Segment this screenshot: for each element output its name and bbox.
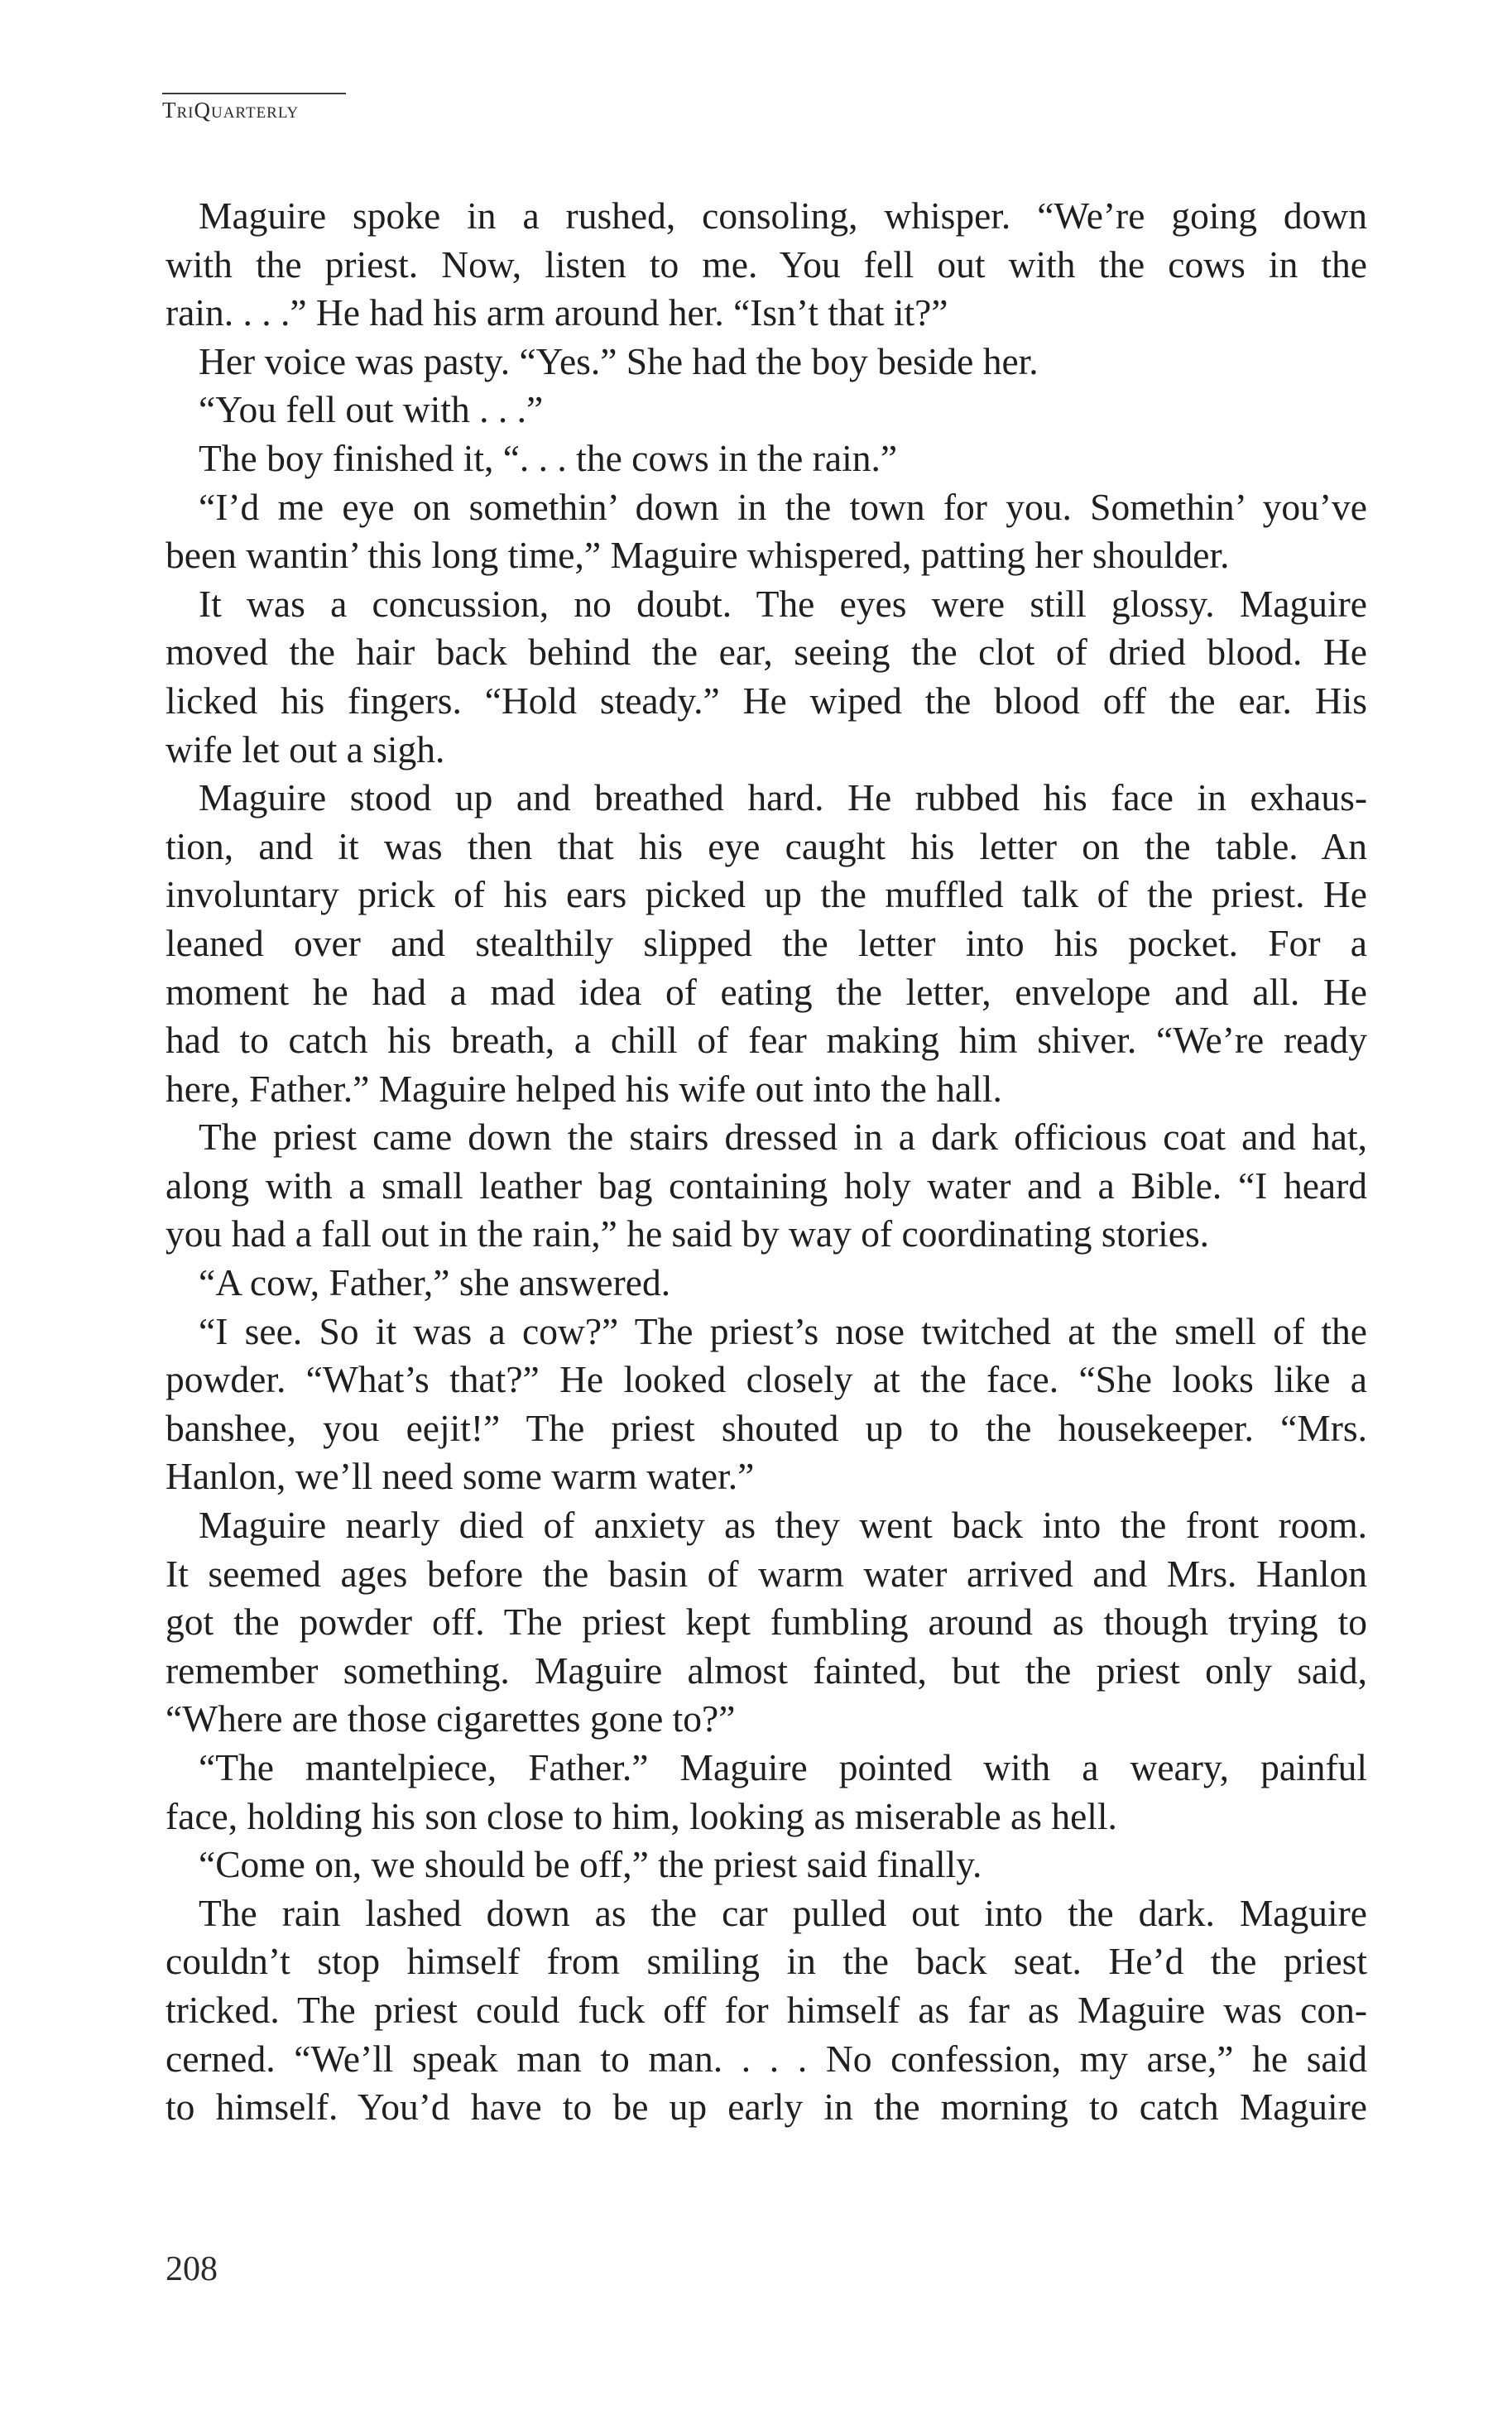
text-line: cerned. “We’ll speak man to man. . . . No confession, my arse,” he said (166, 2037, 1367, 2080)
text-line: “I’d me eye on somethin’ down in the town for you. Somethin’ you’ve (199, 485, 1367, 528)
text-line: The rain lashed down as the car pulled out into the dark. Maguire (199, 1891, 1367, 1934)
text-line: got the powder off. The priest kept fumbling around as though trying to (166, 1601, 1367, 1644)
text-line: licked his fingers. “Hold steady.” He wiped the blood off the ear. His (166, 679, 1367, 722)
text-line: involuntary prick of his ears picked up the muffled talk of the priest. He (166, 873, 1367, 916)
text-line: “Where are those cigarettes gone to?” (166, 1697, 736, 1740)
text-line: remember something. Maguire almost fainted, but the priest only said, (166, 1649, 1367, 1692)
text-line: powder. “What’s that?” He looked closely at the face. “She looks like a (166, 1358, 1367, 1401)
text-line: Her voice was pasty. “Yes.” She had the boy beside her. (199, 339, 1039, 382)
text-line: face, holding his son close to him, looking as miserable as hell. (166, 1794, 1117, 1837)
text-line: “Come on, we should be off,” the priest said finally. (199, 1843, 982, 1886)
text-line: along with a small leather bag containing holy water and a Bible. “I heard (166, 1164, 1367, 1207)
text-line: “You fell out with . . .” (199, 388, 544, 431)
text-line: tion, and it was then that his eye caught his letter on the table. An (166, 824, 1367, 867)
text-line: Maguire spoke in a rushed, consoling, whisper. “We’re going down (199, 194, 1367, 237)
running-head: TriQuarterly (162, 98, 300, 122)
text-line: here, Father.” Maguire helped his wife out into the hall. (166, 1067, 1002, 1110)
text-line: Maguire nearly died of anxiety as they went back into the front room. (199, 1504, 1367, 1547)
text-line: Maguire stood up and breathed hard. He rubbed his face in exhaus- (199, 776, 1367, 819)
text-line: couldn’t stop himself from smiling in the back seat. He’d the priest (166, 1940, 1367, 1983)
text-line: The priest came down the stairs dressed in a dark officious coat and hat, (199, 1116, 1367, 1159)
page-number: 208 (166, 2250, 218, 2288)
body-text (166, 192, 1367, 2132)
text-line: had to catch his breath, a chill of fear making him shiver. “We’re ready (166, 1019, 1367, 1062)
text-line: to himself. You’d have to be up early in the morning to catch Maguire (166, 2086, 1367, 2129)
text-line: “I see. So it was a cow?” The priest’s nose twitched at the smell of the (199, 1309, 1367, 1352)
text-line: you had a fall out in the rain,” he said by way of coordinating stories. (166, 1212, 1210, 1255)
text-line: been wantin’ this long time,” Maguire whispered, patting her shoulder. (166, 534, 1230, 577)
text-line: It was a concussion, no doubt. The eyes were still glossy. Maguire (199, 582, 1367, 625)
text-line: with the priest. Now, listen to me. You fell out with the cows in the (166, 242, 1367, 286)
text-line: moment he had a mad idea of eating the letter, envelope and all. He (166, 970, 1367, 1013)
text-line: It seemed ages before the basin of warm water arrived and Mrs. Hanlon (166, 1552, 1367, 1595)
text-line: tricked. The priest could fuck off for himself as far as Maguire was con- (166, 1988, 1367, 2031)
text-line: moved the hair back behind the ear, seeing the clot of dried blood. He (166, 631, 1367, 674)
text-line: banshee, you eejit!” The priest shouted up to the housekeeper. “Mrs. (166, 1406, 1367, 1449)
text-line: “The mantelpiece, Father.” Maguire pointed with a weary, painful (199, 1746, 1367, 1788)
text-line: The boy finished it, “. . . the cows in the rain.” (199, 436, 898, 479)
text-line: “A cow, Father,” she answered. (199, 1261, 671, 1304)
text-line: leaned over and stealthily slipped the letter into his pocket. For a (166, 921, 1367, 964)
text-line: wife let out a sigh. (166, 727, 445, 770)
text-line: Hanlon, we’ll need some warm water.” (166, 1455, 755, 1498)
text-line: rain. . . .” He had his arm around her. “Isn’t that it?” (166, 291, 948, 334)
running-head-rule (162, 93, 346, 94)
